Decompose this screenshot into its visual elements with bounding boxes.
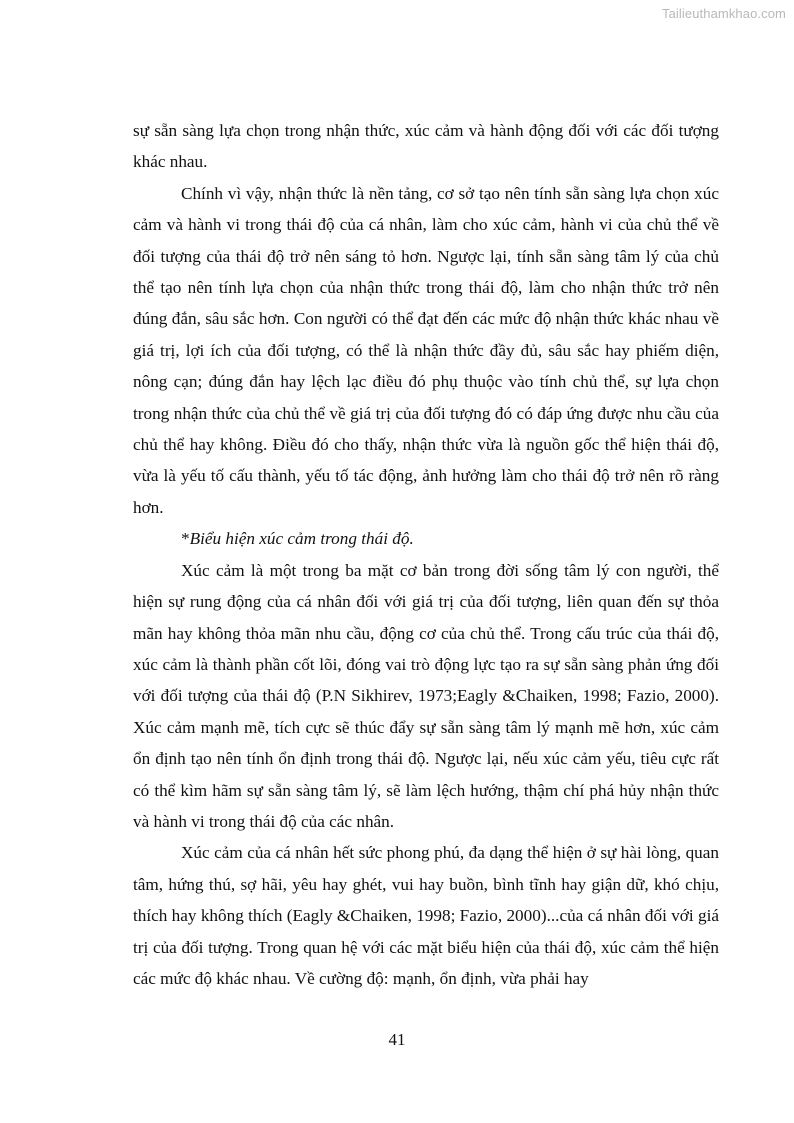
heading-text: Biểu hiện xúc cảm trong thái độ. bbox=[189, 529, 414, 549]
section-heading bbox=[133, 523, 719, 554]
page-body bbox=[133, 115, 719, 994]
paragraph-emotion-definition: Xúc cảm là một trong ba mặt cơ bản trong đời sống tâm lý con người, thể hiện sự rung động của cá nhân đối với giá trị của đối tượng, liên quan đến sự thỏa mãn hay không thỏa mãn nhu cầu, động cơ của chủ thể. Trong cấu trúc của thái độ, xúc cảm là thành phần cốt lõi, đóng vai trò động lực tạo ra sự sẵn sàng phản ứng đối với đối tượng của thái độ (P.N Sikhirev, 1973;Eagly &Chaiken, 1998; Fazio, 2000). Xúc cảm mạnh mẽ, tích cực sẽ thúc đẩy sự sẵn sàng tâm lý mạnh mẽ hơn, xúc cảm ổn định tạo nên tính ổn định trong thái độ. Ngược lại, nếu xúc cảm yếu, tiêu cực rất có thể kìm hãm sự sẵn sàng tâm lý, sẽ làm lệch hướng, thậm chí phá hủy nhận thức và hành vi trong thái độ của các nhân. bbox=[133, 560, 719, 831]
page-number: 41 bbox=[388, 1030, 406, 1049]
heading-prefix: * bbox=[181, 529, 190, 549]
paragraph-emotion-diversity: Xúc cảm của cá nhân hết sức phong phú, đa dạng thể hiện ở sự hài lòng, quan tâm, hứng thú, sợ hãi, yêu hay ghét, vui hay buồn, bình tĩnh hay giận dữ, khó chịu, thích hay không thích (Eagly &Chaiken, 1998; Fazio, 2000)...của cá nhân đối với giá trị của đối tượng. Trong quan hệ với các mặt biểu hiện của thái độ, xúc cảm thể hiện các mức độ khác nhau. Về cường độ: mạnh, ổn định, vừa phải hay bbox=[133, 843, 719, 988]
paragraph-continuation: sự sẵn sàng lựa chọn trong nhận thức, xúc cảm và hành động đối với các đối tượng khác nhau. bbox=[133, 121, 719, 172]
watermark-text: Tailieuthamkhao.com bbox=[661, 6, 786, 21]
paragraph-cognition: Chính vì vậy, nhận thức là nền tảng, cơ sở tạo nên tính sẵn sàng lựa chọn xúc cảm và hành vi trong thái độ của cá nhân, làm cho xúc cảm, hành vi của chủ thể về đối tượng của thái độ trở nên sáng tỏ hơn. Ngược lại, tính sẵn sàng tâm lý của chủ thể tạo nên tính lựa chọn của nhận thức trong thái độ, làm cho nhận thức trở nên đúng đắn, sâu sắc hơn. Con người có thể đạt đến các mức độ nhận thức khác nhau về giá trị, lợi ích của đối tượng, có thể là nhận thức đầy đủ, sâu sắc hay phiếm diện, nông cạn; đúng đắn hay lệch lạc điều đó phụ thuộc vào tính chủ thể, sự lựa chọn trong nhận thức của chủ thể về giá trị của đối tượng đó có đáp ứng được nhu cầu của chủ thể hay không. Điều đó cho thấy, nhận thức vừa là nguồn gốc thể hiện thái độ, vừa là yếu tố cấu thành, yếu tố tác động, ảnh hưởng làm cho thái độ trở nên rõ ràng hơn. bbox=[133, 183, 719, 517]
